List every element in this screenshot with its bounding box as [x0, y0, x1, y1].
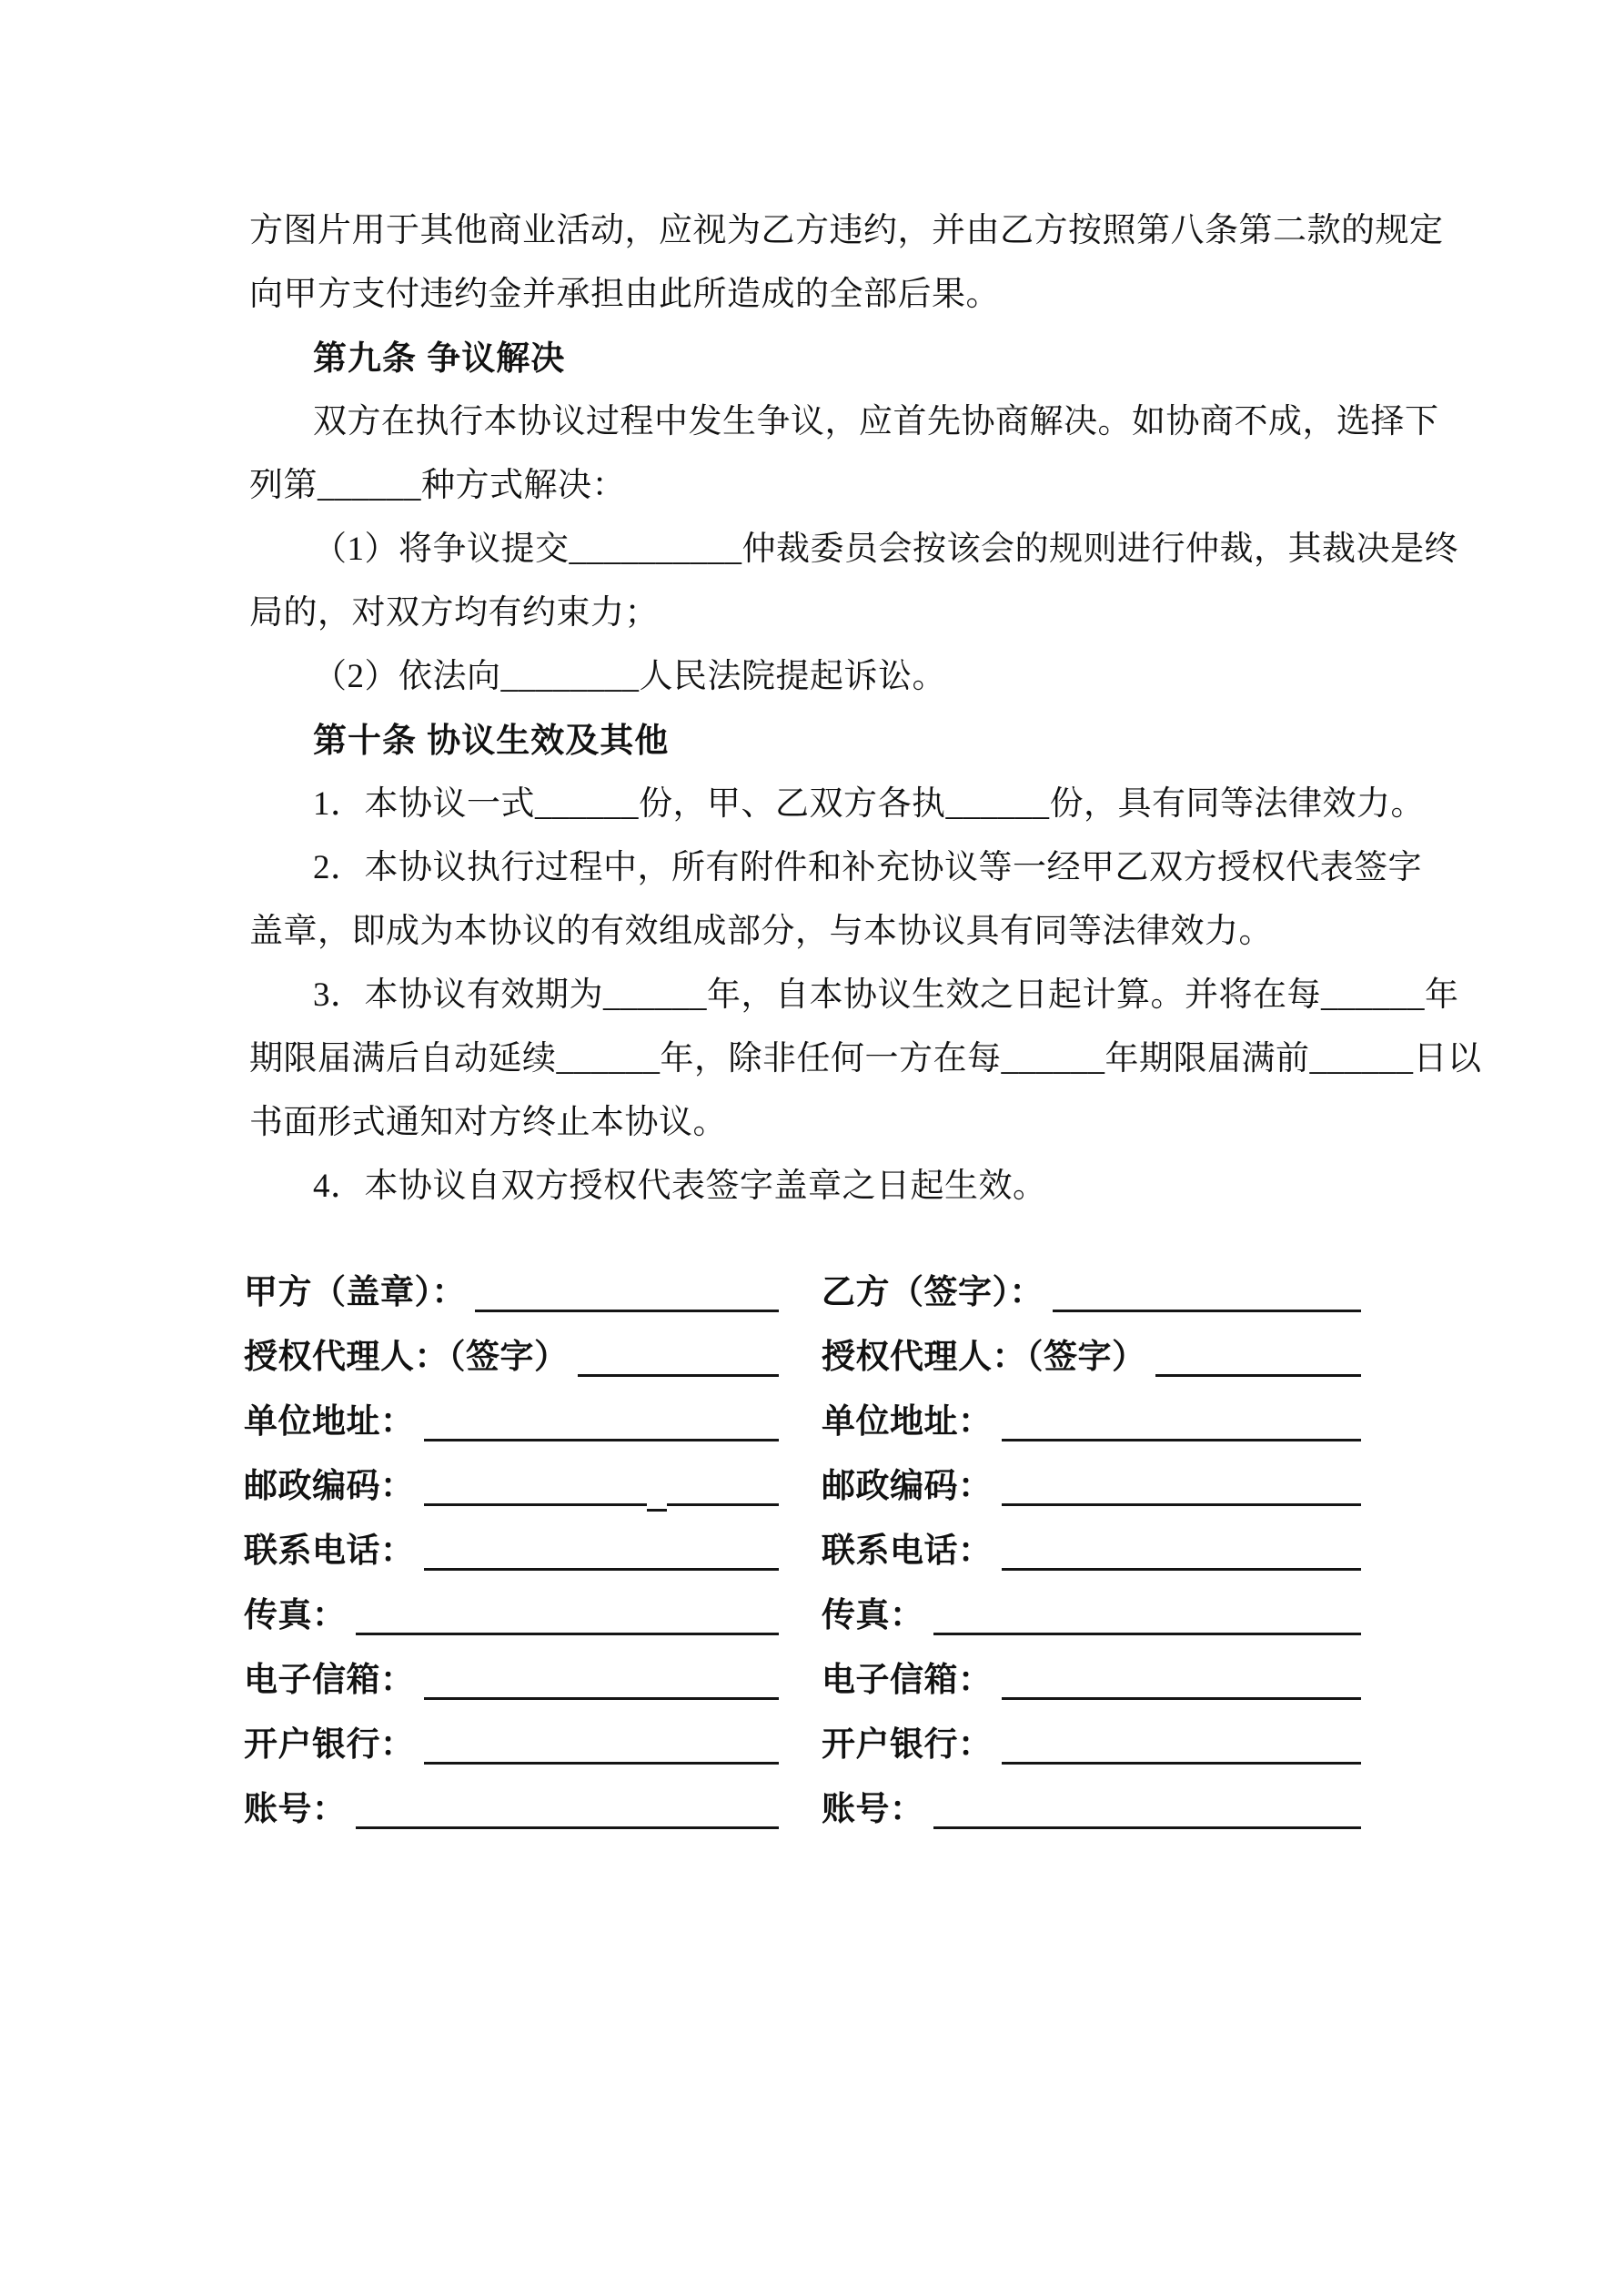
- signature-row-address-b: [822, 1389, 1361, 1453]
- contract-body: [249, 199, 1482, 1219]
- signature-block: [244, 1259, 1361, 1841]
- bank-a-label: 开户银行：: [244, 1725, 415, 1763]
- item-4-line: 4．本协议自双方授权代表签字盖章之日起生效。: [313, 1168, 1047, 1205]
- section-10-heading: 第十条 协议生效及其他: [313, 722, 670, 759]
- signature-row-party-a: [244, 1259, 779, 1324]
- address-a-label: 单位地址：: [244, 1402, 415, 1440]
- email-a-label: 电子信箱：: [244, 1661, 415, 1698]
- signature-row-postal-a: [244, 1453, 779, 1518]
- address-b-label: 单位地址：: [822, 1402, 993, 1440]
- blank-line: [356, 1633, 780, 1635]
- underscore-dip: [647, 1509, 667, 1512]
- clause-1-line: （1）将争议提交__________仲裁委员会按该会的规则进行仲裁，其裁决是终: [313, 531, 1458, 568]
- item-2-line: 2．本协议执行过程中，所有附件和补充协议等一经甲乙双方授权代表签字: [313, 849, 1422, 886]
- body-line-with-blank: 期限届满后自动延续______年，除非任何一方在每______年期限届满前______日以: [249, 1040, 1482, 1077]
- blank-line: [424, 1439, 780, 1441]
- signature-row-bank-b: [822, 1712, 1361, 1776]
- blank-line: [424, 1503, 648, 1506]
- blank-line: [933, 1826, 1362, 1829]
- account-a-label: 账号：: [244, 1790, 347, 1827]
- signature-row-fax-a: [244, 1583, 779, 1647]
- signature-row-agent-b: [822, 1324, 1361, 1389]
- body-line: 盖章，即成为本协议的有效组成部分，与本协议具有同等法律效力。: [249, 913, 1273, 950]
- postal-code-a-label: 邮政编码：: [244, 1467, 415, 1504]
- body-line: 双方在执行本协议过程中发生争议，应首先协商解决。如协商不成，选择下: [313, 403, 1439, 440]
- signature-row-party-b: [822, 1259, 1361, 1324]
- bank-b-label: 开户银行：: [822, 1725, 993, 1763]
- blank-line: [1002, 1439, 1362, 1441]
- blank-line: [475, 1310, 779, 1312]
- signature-row-agent-a: [244, 1324, 779, 1389]
- signature-row-account-a: [244, 1776, 779, 1841]
- postal-code-b-label: 邮政编码：: [822, 1467, 993, 1504]
- blank-line: [1002, 1697, 1362, 1700]
- body-line-continuation: 方图片用于其他商业活动，应视为乙方违约，并由乙方按照第八条第二款的规定: [249, 212, 1444, 249]
- blank-line: [1053, 1310, 1361, 1312]
- signature-row-bank-a: [244, 1712, 779, 1776]
- body-line: 书面形式通知对方终止本协议。: [249, 1104, 727, 1141]
- item-1-line: 1．本协议一式______份，甲、乙双方各执______份，具有同等法律效力。: [313, 785, 1425, 823]
- body-line: 向甲方支付违约金并承担由此所造成的全部后果。: [249, 276, 1000, 313]
- signature-row-fax-b: [822, 1583, 1361, 1647]
- authorized-agent-a-label: 授权代理人：（签字）: [244, 1338, 569, 1375]
- blank-line: [1155, 1374, 1362, 1377]
- blank-line: [1002, 1568, 1362, 1571]
- blank-line: [424, 1697, 780, 1700]
- party-a-seal-label: 甲方（盖章）：: [244, 1273, 466, 1310]
- phone-b-label: 联系电话：: [822, 1532, 993, 1569]
- blank-line: [667, 1503, 779, 1506]
- signature-row-email-b: [822, 1647, 1361, 1712]
- clause-2-line: （2）依法向________人民法院提起诉讼。: [313, 658, 946, 695]
- body-line-with-blank: 列第______种方式解决：: [249, 467, 626, 504]
- blank-line: [356, 1826, 780, 1829]
- authorized-agent-b-label: 授权代理人：（签字）: [822, 1338, 1146, 1375]
- fax-a-label: 传真：: [244, 1596, 347, 1633]
- fax-b-label: 传真：: [822, 1596, 924, 1633]
- blank-line: [933, 1633, 1362, 1635]
- signature-row-account-b: [822, 1776, 1361, 1841]
- signature-row-phone-b: [822, 1518, 1361, 1583]
- body-line: 局的，对双方均有约束力；: [249, 594, 659, 632]
- blank-line: [1002, 1762, 1362, 1765]
- signature-row-email-a: [244, 1647, 779, 1712]
- signature-row-phone-a: [244, 1518, 779, 1583]
- account-b-label: 账号：: [822, 1790, 924, 1827]
- signature-row-address-a: [244, 1389, 779, 1453]
- email-b-label: 电子信箱：: [822, 1661, 993, 1698]
- party-b-sign-label: 乙方（签字）：: [822, 1273, 1044, 1310]
- blank-line: [424, 1762, 780, 1765]
- phone-a-label: 联系电话：: [244, 1532, 415, 1569]
- blank-line: [578, 1374, 780, 1377]
- blank-line: [1002, 1503, 1362, 1506]
- item-3-line: 3．本协议有效期为______年，自本协议生效之日起计算。并将在每______年: [313, 976, 1459, 1014]
- signature-row-postal-b: [822, 1453, 1361, 1518]
- blank-line: [424, 1568, 780, 1571]
- section-9-heading: 第九条 争议解决: [313, 339, 566, 377]
